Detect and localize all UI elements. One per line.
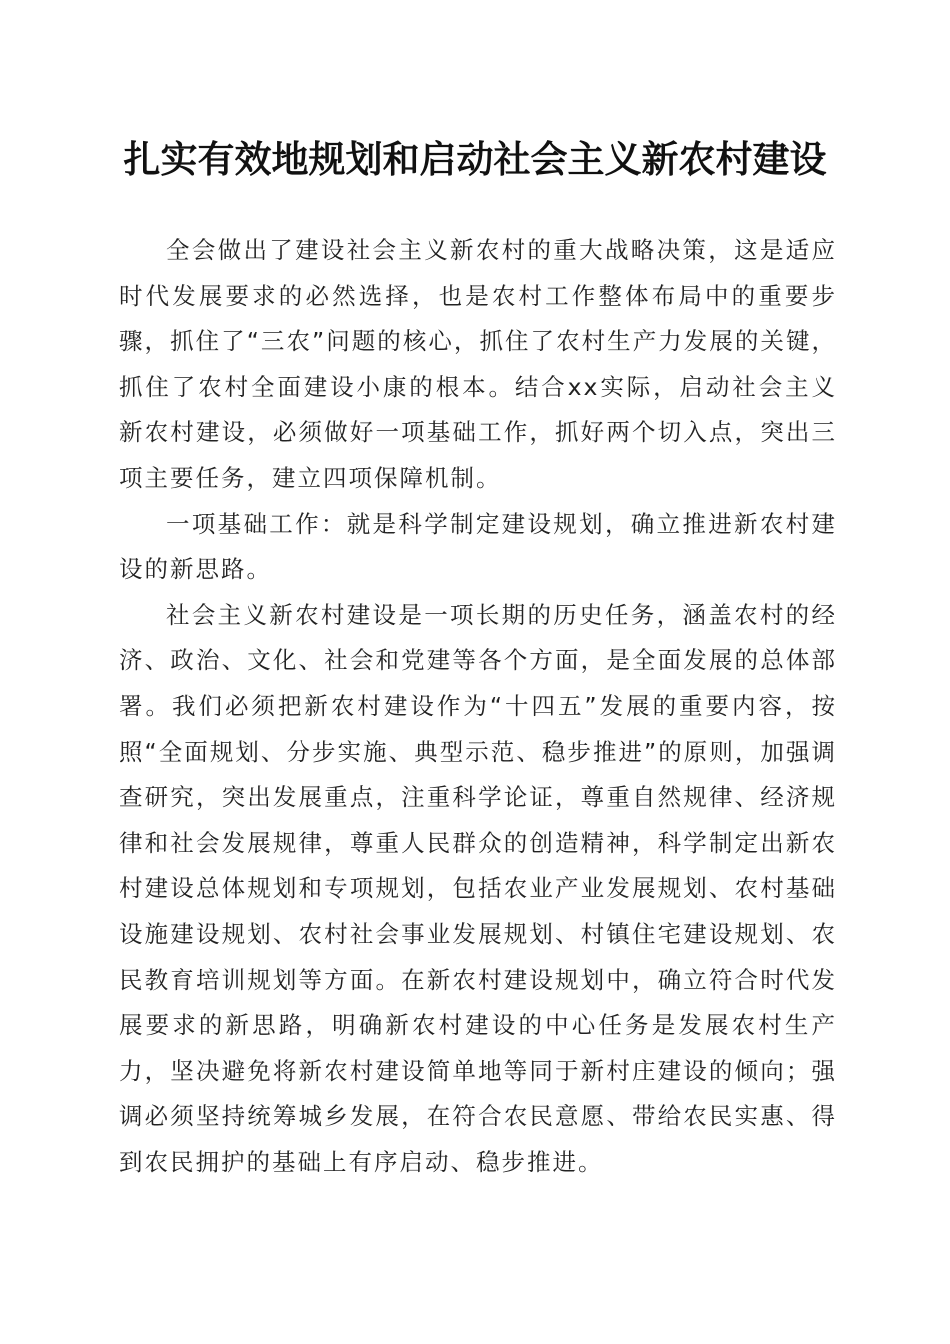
document-body xyxy=(119,228,837,1185)
paragraph-basic-work: 一项基础工作：就是科学制定建设规划，确立推进新农村建设的新思路。 xyxy=(119,509,837,584)
paragraph-planning: 社会主义新农村建设是一项长期的历史任务，涵盖农村的经济、政治、文化、社会和党建等各个方面，是全面发展的总体部署。我们必须把新农村建设作为“十四五”发展的重要内容，按照“全面规划、分步实施、典型示范、稳步推进”的原则，加强调查研究，突出发展重点，注重科学论证，尊重自然规律、经济规律和社会发展规律，尊重人民群众的创造精神，科学制定出新农村建设总体规划和专项规划，包括农业产业发展规划、农村基础设施建设规划、农村社会事业发展规划、村镇住宅建设规划、农民教育培训规划等方面。在新农村建设规划中，确立符合时代发展要求的新思路，明确新农村建设的中心任务是发展农村生产力，坚决避免将新农村建设简单地等同于新村庄建设的倾向；强调必须坚持统筹城乡发展，在符合农民意愿、带给农民实惠、得到农民拥护的基础上有序启动、稳步推进。 xyxy=(119,600,837,1176)
paragraph-intro: 全会做出了建设社会主义新农村的重大战略决策，这是适应时代发展要求的必然选择，也是农村工作整体布局中的重要步骤，抓住了“三农”问题的核心，抓住了农村生产力发展的关键，抓住了农村全面建设小康的根本。结合xx实际，启动社会主义新农村建设，必须做好一项基础工作，抓好两个切入点，突出三项主要任务，建立四项保障机制。 xyxy=(119,236,837,492)
document-title: 扎实有效地规划和启动社会主义新农村建设 xyxy=(123,137,827,181)
